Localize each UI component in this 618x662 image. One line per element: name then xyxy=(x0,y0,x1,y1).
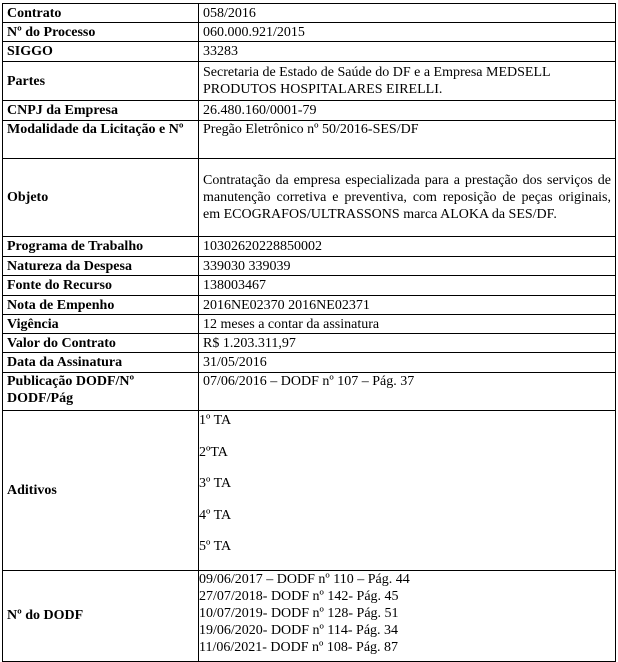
dodf-item: 10/07/2019- DODF nº 128- Pág. 51 xyxy=(199,605,399,621)
row-valor xyxy=(3,334,616,353)
label-dodf: Nº do DODF xyxy=(3,570,199,661)
row-objeto xyxy=(3,159,616,237)
value-siggo: 33283 xyxy=(199,42,616,62)
row-empenho xyxy=(3,296,616,315)
row-fonte xyxy=(3,276,616,296)
label-cnpj: CNPJ da Empresa xyxy=(3,101,199,121)
value-cnpj: 26.480.160/0001-79 xyxy=(199,101,616,121)
label-partes: Partes xyxy=(3,62,199,101)
dodf-item: 27/07/2018- DODF nº 142- Pág. 45 xyxy=(199,588,399,604)
dodf-list xyxy=(199,570,616,661)
contract-summary-table xyxy=(2,3,616,662)
row-programa xyxy=(3,237,616,257)
row-partes xyxy=(3,62,616,101)
label-vigencia: Vigência xyxy=(3,315,199,334)
label-aditivos: Aditivos xyxy=(3,411,199,571)
row-vigencia xyxy=(3,315,616,334)
value-fonte: 138003467 xyxy=(199,276,616,296)
value-natureza: 339030 339039 xyxy=(199,257,616,276)
label-empenho: Nota de Empenho xyxy=(3,296,199,315)
row-modalidade xyxy=(3,121,616,159)
value-processo: 060.000.921/2015 xyxy=(199,23,616,42)
row-cnpj xyxy=(3,101,616,121)
label-natureza: Natureza da Despesa xyxy=(3,257,199,276)
label-objeto: Objeto xyxy=(3,159,199,237)
value-objeto: Contratação da empresa especializada para a prestação dos serviços de manutenção corretiva e preventiva, com reposição de peças originais, em ECOGRAFOS/ULTRASSONS marca ALOKA da SES/DF. xyxy=(199,159,616,237)
value-contrato: 058/2016 xyxy=(199,4,616,23)
label-valor: Valor do Contrato xyxy=(3,334,199,353)
label-modalidade: Modalidade da Licitação e Nº xyxy=(3,121,199,159)
label-contrato: Contrato xyxy=(3,4,199,23)
row-natureza xyxy=(3,257,616,276)
aditivo-item: 5º TA xyxy=(199,539,232,554)
dodf-item: 19/06/2020- DODF nº 114- Pág. 34 xyxy=(199,622,399,638)
label-publicacao: Publicação DODF/Nº DODF/Pág xyxy=(3,373,199,411)
row-siggo xyxy=(3,42,616,62)
value-programa: 10302620228850002 xyxy=(199,237,616,257)
aditivo-item: 4º TA xyxy=(199,507,232,523)
value-publicacao: 07/06/2016 – DODF nº 107 – Pág. 37 xyxy=(199,373,616,411)
aditivo-item: 3º TA xyxy=(199,476,232,491)
value-vigencia: 12 meses a contar da assinatura xyxy=(199,315,616,334)
label-processo: Nº do Processo xyxy=(3,23,199,42)
row-processo xyxy=(3,23,616,42)
dodf-item: 09/06/2017 – DODF nº 110 – Pág. 44 xyxy=(199,571,410,587)
label-programa: Programa de Trabalho xyxy=(3,237,199,257)
label-fonte: Fonte do Recurso xyxy=(3,276,199,296)
row-dodf xyxy=(3,570,616,661)
value-valor: R$ 1.203.311,97 xyxy=(199,334,616,353)
value-modalidade: Pregão Eletrônico nº 50/2016-SES/DF xyxy=(199,121,616,159)
aditivos-list xyxy=(199,411,616,571)
row-publicacao xyxy=(3,373,616,411)
value-assinatura: 31/05/2016 xyxy=(199,353,616,373)
row-contrato xyxy=(3,4,616,23)
label-siggo: SIGGO xyxy=(3,42,199,62)
row-aditivos xyxy=(3,411,616,571)
value-partes: Secretaria de Estado de Saúde do DF e a Empresa MEDSELL PRODUTOS HOSPITALARES EIRELLI. xyxy=(199,62,616,101)
label-assinatura: Data da Assinatura xyxy=(3,353,199,373)
aditivo-item: 1º TA xyxy=(199,413,232,428)
dodf-item: 11/06/2021- DODF nº 108- Pág. 87 xyxy=(199,639,399,655)
row-assinatura xyxy=(3,353,616,373)
value-empenho: 2016NE02370 2016NE02371 xyxy=(199,296,616,315)
aditivo-item: 2ºTA xyxy=(199,444,228,460)
